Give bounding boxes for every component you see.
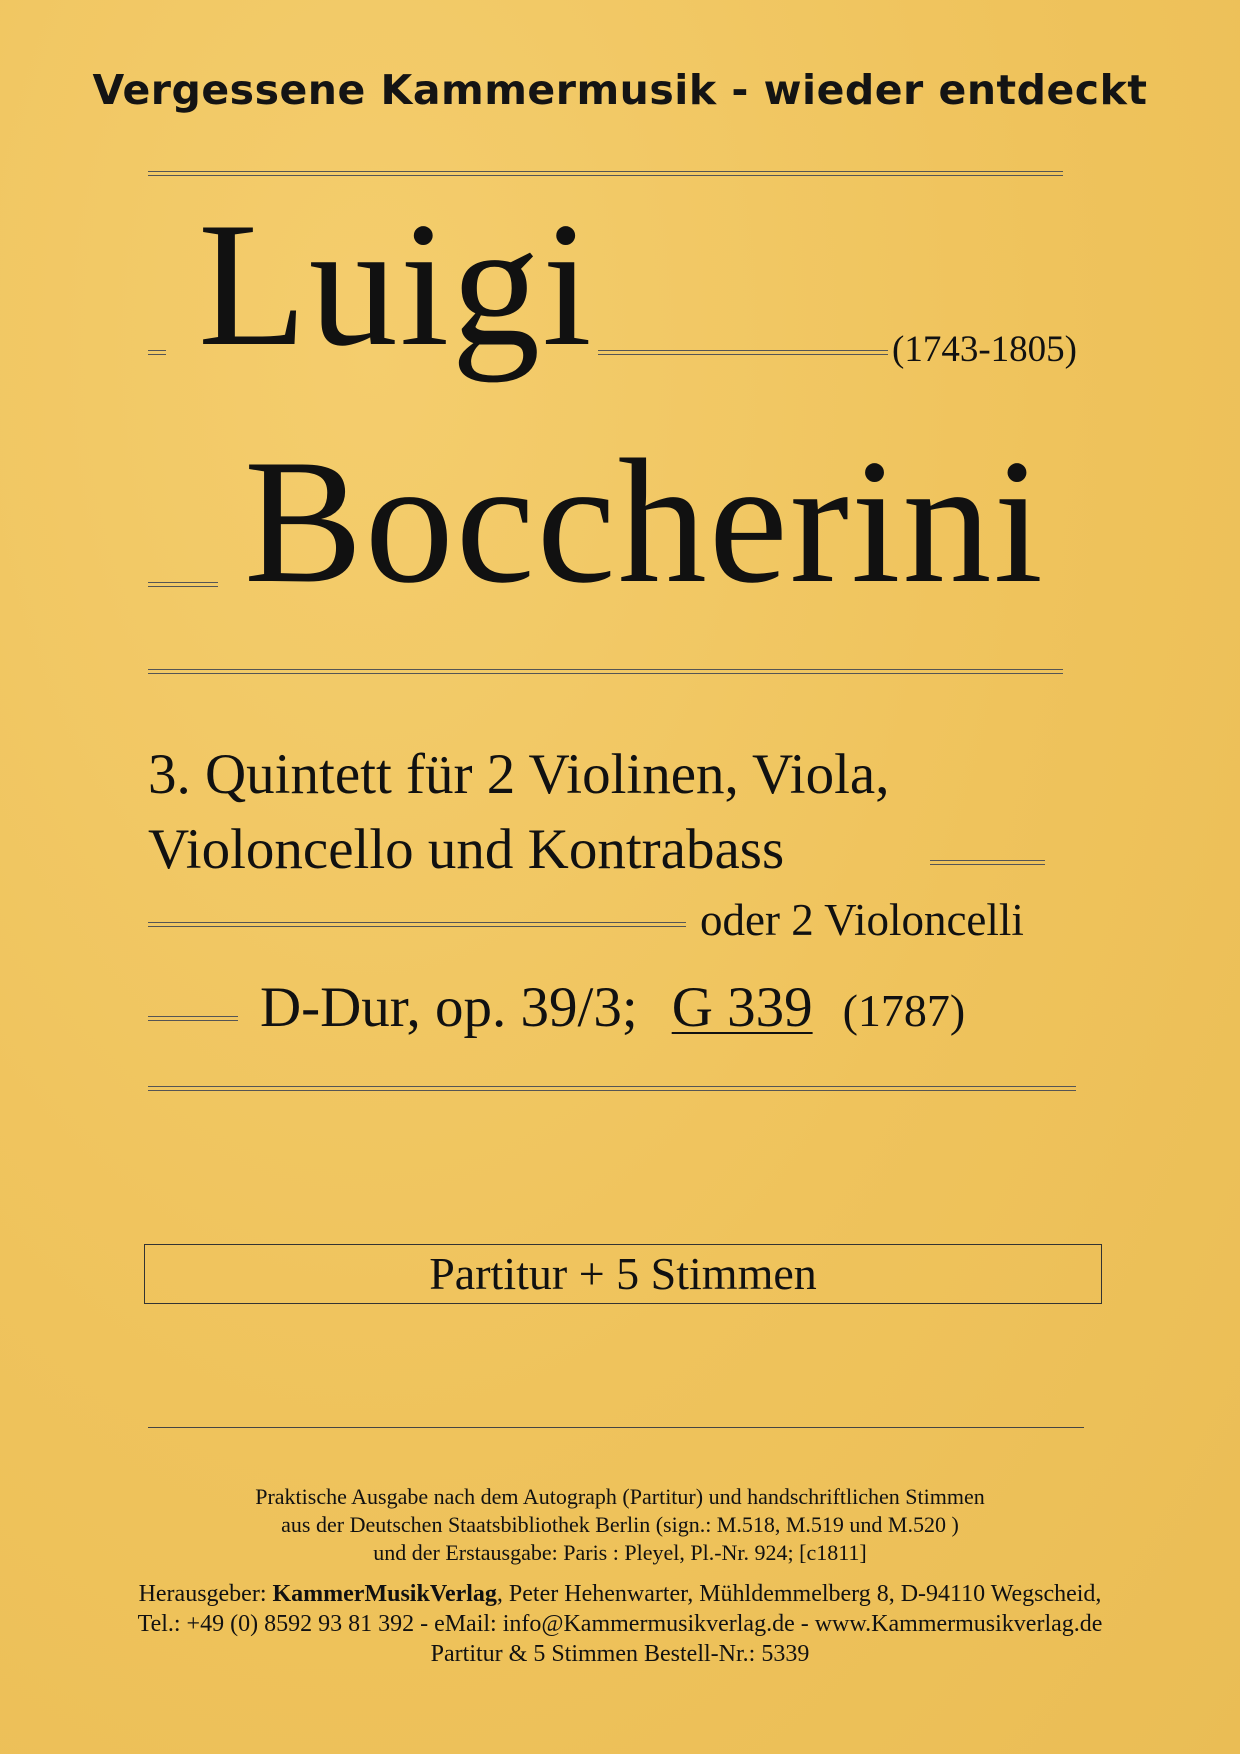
source-note: aus der Deutschen Staatsbibliothek Berlin (sign.: M.518, M.519 und M.520 ) bbox=[281, 1512, 959, 1537]
publisher-prefix: Herausgeber: bbox=[138, 1581, 273, 1607]
source-note: und der Erstausgabe: Paris : Pleyel, Pl.-Nr. 924; [c1811] bbox=[373, 1540, 867, 1565]
divider bbox=[598, 350, 888, 355]
work-key-line bbox=[260, 975, 965, 1040]
separator-line bbox=[148, 1427, 1084, 1428]
publisher-address: , Peter Hehenwarter, Mühldemmelberg 8, D-94110 Wegscheid, bbox=[496, 1581, 1102, 1607]
divider bbox=[930, 860, 1045, 865]
composer-first-name: Luigi bbox=[198, 185, 594, 383]
divider bbox=[148, 922, 686, 927]
work-title-line2: Violoncello und Kontrabass bbox=[148, 818, 785, 881]
publisher-line bbox=[0, 1581, 1240, 1608]
publisher-name: KammerMusikVerlag bbox=[272, 1581, 497, 1607]
key-opus: D-Dur, op. 39/3; bbox=[260, 976, 638, 1039]
source-note: Praktische Ausgabe nach dem Autograph (Partitur) und handschriftlichen Stimmen bbox=[255, 1484, 985, 1509]
publisher-contact: Tel.: +49 (0) 8592 93 81 392 - eMail: info@Kammermusikverlag.de - www.Kammermusikverlag.de bbox=[137, 1611, 1103, 1637]
divider bbox=[148, 582, 218, 587]
catalog-number: G 339 bbox=[671, 976, 813, 1039]
divider bbox=[148, 669, 1063, 674]
edition-box: Partitur + 5 Stimmen bbox=[144, 1244, 1102, 1304]
work-title-line3: oder 2 Violoncelli bbox=[700, 895, 1024, 945]
composer-last-name: Boccherini bbox=[244, 422, 1045, 620]
series-title: Vergessene Kammermusik - wieder entdeckt bbox=[92, 66, 1148, 114]
composer-dates: (1743-1805) bbox=[892, 329, 1077, 370]
composition-year: (1787) bbox=[842, 985, 966, 1036]
order-number: Partitur & 5 Stimmen Bestell-Nr.: 5339 bbox=[430, 1641, 810, 1667]
divider bbox=[148, 171, 1063, 176]
divider bbox=[148, 1086, 1076, 1091]
divider bbox=[148, 1016, 238, 1021]
divider bbox=[148, 350, 166, 355]
work-title-line1: 3. Quintett für 2 Violinen, Viola, bbox=[148, 743, 890, 806]
